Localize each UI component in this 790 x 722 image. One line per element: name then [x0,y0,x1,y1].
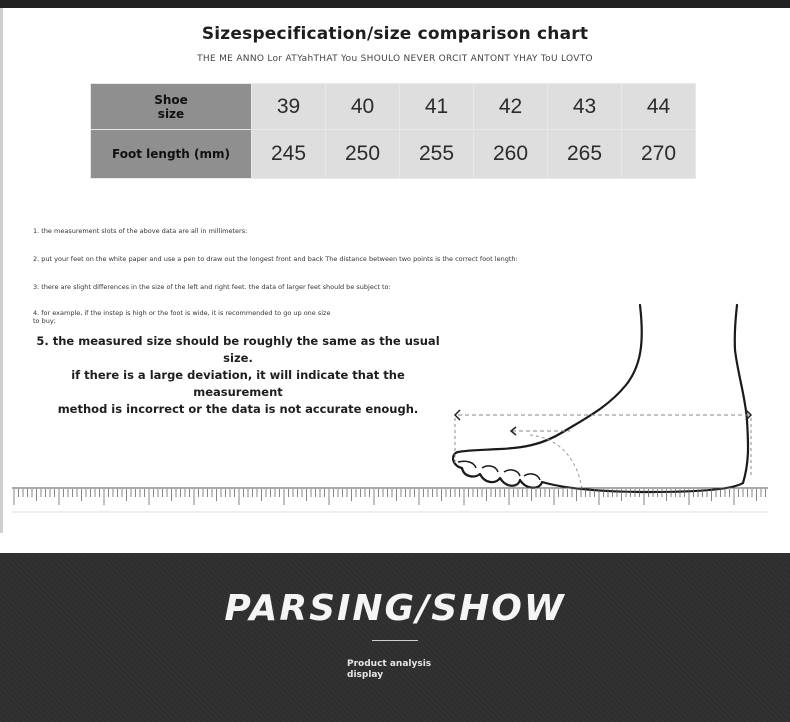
foot-length-header: Foot length (mm) [91,130,252,179]
foot-length-value: 255 [400,130,474,179]
foot-length-value: 260 [474,130,548,179]
parsing-show-banner [0,553,790,722]
note-5-line2: if there is a large deviation, it will indicate that the measurement [71,368,405,399]
top-border-bar [0,0,790,8]
shoe-size-row [91,84,696,130]
banner-subtitle-line2: display [347,670,384,680]
note-4-line1: 4. for example, if the instep is high or the foot is wide, it is recommended to go up one size [33,309,331,317]
foot-length-row [91,130,696,179]
chart-title: Sizespecification/size comparison chart [201,24,589,44]
note-5-line1: 5. the measured size should be roughly the same as the usual size. [36,334,440,365]
left-frame-line [0,8,3,533]
note-1: 1. the measurement slots of the above data are all in millimeters: [33,227,248,235]
shoe-size-header-line2: size [157,106,185,121]
note-5 [28,333,448,418]
foot-length-value: 250 [326,130,400,179]
banner-divider [372,640,418,641]
chart-subtitle: THE ME ANNO Lor ATYahTHAT You SHOULO NEVER ORCIT ANTONT YHAY ToU LOVTO [197,54,593,64]
shoe-size-value: 39 [252,84,326,130]
shoe-size-value: 41 [400,84,474,130]
shoe-size-value: 43 [548,84,622,130]
banner-subtitle [347,659,467,681]
note-4 [33,309,373,325]
shoe-size-value: 44 [622,84,696,130]
banner-subtitle-line1: Product analysis [347,659,432,669]
note-4-line2: to buy; [33,317,56,325]
foot-length-value: 265 [548,130,622,179]
size-comparison-table [90,83,696,179]
shoe-size-value: 40 [326,84,400,130]
measurement-ruler [12,484,768,514]
shoe-size-header [91,84,252,130]
note-3: 3. there are slight differences in the size of the left and right feet. the data of larger feet should be subject to: [33,283,391,291]
foot-length-value: 245 [252,130,326,179]
foot-outline-illustration [430,300,770,500]
note-2: 2. put your feet on the white paper and use a pen to draw out the longest front and back The distance between two points is the correct foot length: [33,255,518,263]
note-5-line3: method is incorrect or the data is not accurate enough. [57,402,419,416]
shoe-size-header-line1: Shoe [154,92,188,107]
parsing-show-title: PARSING/SHOW [224,588,566,629]
shoe-size-value: 42 [474,84,548,130]
foot-length-value: 270 [622,130,696,179]
